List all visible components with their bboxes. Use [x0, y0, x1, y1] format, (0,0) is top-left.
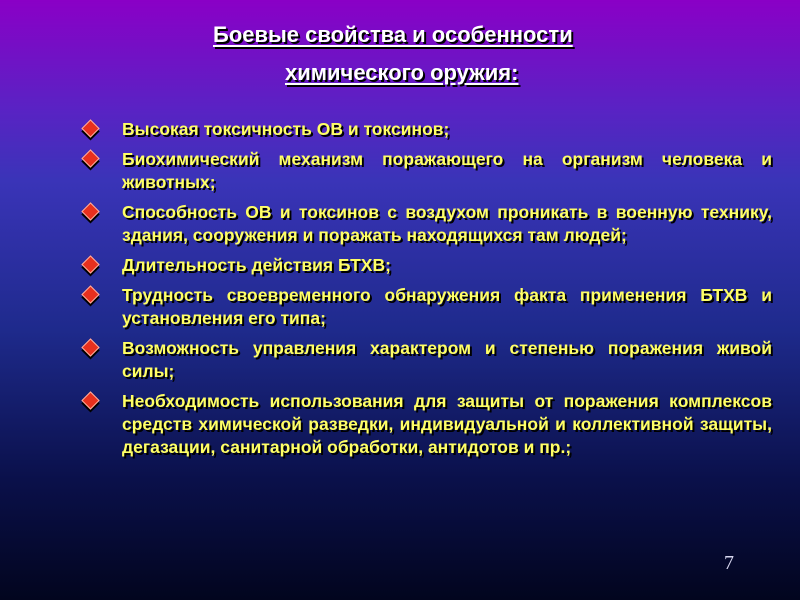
- list-item-text: Трудность своевременного обнаружения факта применения БТХВ и установления его типа;: [122, 285, 772, 328]
- diamond-bullet-icon: [81, 255, 99, 273]
- title-line-1: Боевые свойства и особенности: [213, 22, 573, 47]
- list-item: [80, 118, 772, 141]
- list-item-text: Необходимость использования для защиты от поражения комплексов средств химической разведки, индивидуальной и коллективной защиты, дегазации, санитарной обработки, антидотов и пр.;: [122, 391, 772, 457]
- list-item: [80, 201, 772, 247]
- title-line-2: химического оружия:: [285, 60, 519, 85]
- diamond-bullet-icon: [81, 338, 99, 356]
- bullet-list: [80, 118, 772, 466]
- diamond-bullet-icon: [81, 149, 99, 167]
- list-item-text: Высокая токсичность ОВ и токсинов;: [122, 119, 450, 139]
- diamond-bullet-icon: [81, 119, 99, 137]
- list-item: [80, 284, 772, 330]
- diamond-bullet-icon: [81, 202, 99, 220]
- list-item-text: Возможность управления характером и степенью поражения живой силы;: [122, 338, 772, 381]
- diamond-bullet-icon: [81, 285, 99, 303]
- list-item-text: Длительность действия БТХВ;: [122, 255, 391, 275]
- diamond-bullet-icon: [81, 391, 99, 409]
- list-item: [80, 148, 772, 194]
- page-number: 7: [724, 552, 734, 574]
- list-item: [80, 337, 772, 383]
- list-item-text: Способность ОВ и токсинов с воздухом проникать в военную технику, здания, сооружения и поражать находящихся там людей;: [122, 202, 772, 245]
- list-item: [80, 254, 772, 277]
- list-item: [80, 390, 772, 459]
- list-item-text: Биохимический механизм поражающего на организм человека и животных;: [122, 149, 772, 192]
